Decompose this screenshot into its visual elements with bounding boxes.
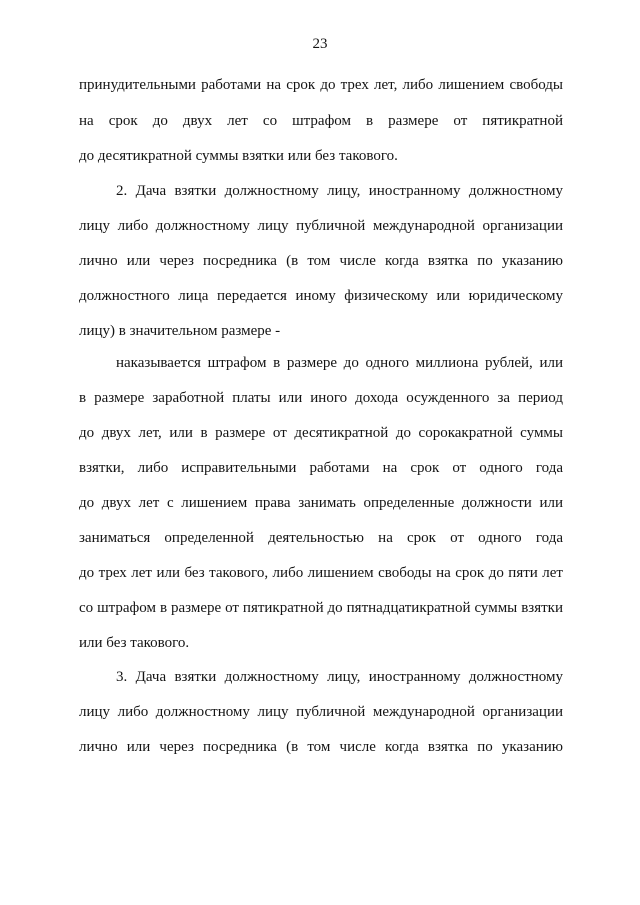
text-line: или без такового.: [79, 635, 190, 651]
text-line: взятки, либо исправительными работами на срок от одного года: [79, 460, 563, 476]
text-line: на срок до двух лет со штрафом в размере от пятикратной: [79, 113, 563, 129]
text-line: заниматься определенной деятельностью на срок от одного года: [79, 530, 563, 546]
text-line: лицу) в значительном размере -: [79, 323, 281, 339]
text-line: принудительными работами на срок до трех лет, либо лишением свободы: [79, 77, 563, 93]
text-line: до трех лет или без такового, либо лишением свободы на срок до пяти лет: [79, 565, 563, 581]
text-line: со штрафом в размере от пятикратной до пятнадцатикратной суммы взятки: [79, 600, 563, 616]
text-line: должностного лица передается иному физическому или юридическому: [79, 288, 563, 304]
paragraph-start-line: 2. Дача взятки должностному лицу, иностранному должностному: [116, 183, 563, 199]
text-line: лично или через посредника (в том числе когда взятка по указанию: [79, 253, 563, 269]
text-line: лицу либо должностному лицу публичной международной организации: [79, 218, 563, 234]
text-line: лично или через посредника (в том числе когда взятка по указанию: [79, 739, 563, 755]
text-line: до двух лет с лишением права занимать определенные должности или: [79, 495, 563, 511]
page-number: 23: [312, 36, 328, 52]
paragraph-start-line: 3. Дача взятки должностному лицу, иностранному должностному: [116, 669, 563, 685]
paragraph-start-line: наказывается штрафом в размере до одного миллиона рублей, или: [116, 355, 563, 371]
text-line: до двух лет, или в размере от десятикратной до сорокакратной суммы: [79, 425, 563, 441]
text-line: до десятикратной суммы взятки или без такового.: [79, 148, 398, 164]
text-line: лицу либо должностному лицу публичной международной организации: [79, 704, 563, 720]
text-line: в размере заработной платы или иного дохода осужденного за период: [79, 390, 563, 406]
